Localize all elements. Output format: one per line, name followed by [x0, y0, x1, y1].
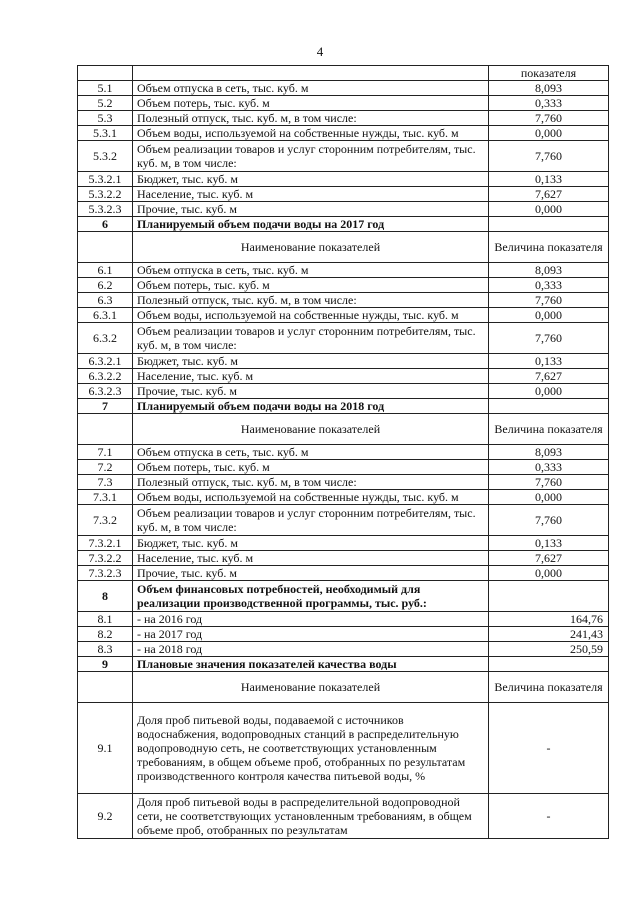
section-heading-row	[78, 581, 609, 612]
table-row	[78, 293, 609, 308]
table-row	[78, 354, 609, 369]
row-number: 9.2	[78, 794, 133, 839]
row-label: Прочие, тыс. куб. м	[133, 202, 489, 217]
row-value: 7,760	[489, 141, 609, 172]
section-number: 9	[78, 657, 133, 672]
table-row	[78, 126, 609, 141]
table-row	[78, 490, 609, 505]
row-number: 6.3.2.1	[78, 354, 133, 369]
row-value: 0,333	[489, 278, 609, 293]
row-value: 0,133	[489, 536, 609, 551]
row-value: 250,59	[489, 642, 609, 657]
row-value: 0,333	[489, 96, 609, 111]
table-row	[78, 445, 609, 460]
row-label: Объем воды, используемой на собственные нужды, тыс. куб. м	[133, 490, 489, 505]
table-row	[78, 187, 609, 202]
table-row	[78, 475, 609, 490]
table-row	[78, 505, 609, 536]
row-value: 8,093	[489, 445, 609, 460]
row-value: 241,43	[489, 627, 609, 642]
column-header-row	[78, 232, 609, 263]
row-label: Объем отпуска в сеть, тыс. куб. м	[133, 263, 489, 278]
table-row	[78, 96, 609, 111]
row-value: 0,333	[489, 460, 609, 475]
row-value: 7,627	[489, 369, 609, 384]
section-title: Планируемый объем подачи воды на 2018 год	[133, 399, 489, 414]
table-row	[78, 263, 609, 278]
column-header-value: Величина показателя	[489, 672, 609, 703]
row-value: 7,760	[489, 323, 609, 354]
section-heading-row	[78, 399, 609, 414]
column-header-row	[78, 414, 609, 445]
row-number: 7.2	[78, 460, 133, 475]
row-label: - на 2017 год	[133, 627, 489, 642]
row-label: - на 2016 год	[133, 612, 489, 627]
row-label: Полезный отпуск, тыс. куб. м, в том числе:	[133, 475, 489, 490]
column-header-name: Наименование показателей	[133, 672, 489, 703]
section-title: Планируемый объем подачи воды на 2017 год	[133, 217, 489, 232]
table-row	[78, 278, 609, 293]
row-value: 0,133	[489, 354, 609, 369]
indicators-table	[77, 65, 609, 839]
page-number: 4	[316, 44, 324, 59]
section-title: Объем финансовых потребностей, необходимый для реализации производственной программы, тыс. руб.:	[133, 581, 489, 612]
row-number: 5.3.2.2	[78, 187, 133, 202]
table-row	[78, 66, 609, 81]
table-row	[78, 369, 609, 384]
row-value: 0,000	[489, 490, 609, 505]
row-label: Полезный отпуск, тыс. куб. м, в том числе:	[133, 111, 489, 126]
row-value: 7,760	[489, 475, 609, 490]
table-row	[78, 202, 609, 217]
row-value: 0,133	[489, 172, 609, 187]
row-label: - на 2018 год	[133, 642, 489, 657]
row-value: 7,627	[489, 187, 609, 202]
row-label: Доля проб питьевой воды, подаваемой с источников водоснабжения, водопроводных станций в распределительную водопроводную сеть, не соответствующих установленным требованиям, в общем объеме проб, отобранных по результатам производственного контроля качества питьевой воды, %	[133, 703, 489, 794]
row-number: 5.1	[78, 81, 133, 96]
row-value: 0,000	[489, 202, 609, 217]
row-number: 8.3	[78, 642, 133, 657]
row-label: Бюджет, тыс. куб. м	[133, 536, 489, 551]
row-value: 7,627	[489, 551, 609, 566]
table-row	[78, 308, 609, 323]
row-value: 164,76	[489, 612, 609, 627]
table-row	[78, 384, 609, 399]
row-label: Объем отпуска в сеть, тыс. куб. м	[133, 445, 489, 460]
table-row	[78, 642, 609, 657]
row-number: 6.1	[78, 263, 133, 278]
row-number: 5.3.2.3	[78, 202, 133, 217]
row-number: 6.3.2.3	[78, 384, 133, 399]
row-label: Бюджет, тыс. куб. м	[133, 354, 489, 369]
row-label: Объем потерь, тыс. куб. м	[133, 460, 489, 475]
row-label: Население, тыс. куб. м	[133, 551, 489, 566]
section-number: 7	[78, 399, 133, 414]
table-row	[78, 627, 609, 642]
row-number: 8.1	[78, 612, 133, 627]
table-row	[78, 81, 609, 96]
table-row	[78, 323, 609, 354]
row-number: 6.2	[78, 278, 133, 293]
section-number: 8	[78, 581, 133, 612]
table-row	[78, 172, 609, 187]
row-number: 5.3.1	[78, 126, 133, 141]
table-row	[78, 551, 609, 566]
row-number: 8.2	[78, 627, 133, 642]
row-value: 0,000	[489, 566, 609, 581]
column-header-value: Величина показателя	[489, 232, 609, 263]
row-label: Объем воды, используемой на собственные нужды, тыс. куб. м	[133, 308, 489, 323]
row-value: 8,093	[489, 81, 609, 96]
row-value: 0,000	[489, 384, 609, 399]
column-header-row	[78, 672, 609, 703]
row-number: 5.2	[78, 96, 133, 111]
section-heading-row	[78, 657, 609, 672]
row-label: Объем реализации товаров и услуг сторонним потребителям, тыс. куб. м, в том числе:	[133, 505, 489, 536]
row-value: -	[489, 703, 609, 794]
section-title: Плановые значения показателей качества воды	[133, 657, 489, 672]
table-row	[78, 566, 609, 581]
row-number: 7.3.1	[78, 490, 133, 505]
row-value: 8,093	[489, 263, 609, 278]
row-value: 7,760	[489, 293, 609, 308]
row-label: Полезный отпуск, тыс. куб. м, в том числе:	[133, 293, 489, 308]
row-label: Объем потерь, тыс. куб. м	[133, 278, 489, 293]
table-row	[78, 794, 609, 839]
row-number: 7.3.2.1	[78, 536, 133, 551]
row-label: Прочие, тыс. куб. м	[133, 384, 489, 399]
row-number: 6.3.1	[78, 308, 133, 323]
row-label: Население, тыс. куб. м	[133, 187, 489, 202]
row-label: Доля проб питьевой воды в распределительной водопроводной сети, не соответствующих установленным требованиям, в общем объеме проб, отобранных по результатам	[133, 794, 489, 839]
section-number: 6	[78, 217, 133, 232]
row-label: Объем потерь, тыс. куб. м	[133, 96, 489, 111]
column-header-value: Величина показателя	[489, 414, 609, 445]
row-label: Объем отпуска в сеть, тыс. куб. м	[133, 81, 489, 96]
column-header-name: Наименование показателей	[133, 414, 489, 445]
row-label: Объем реализации товаров и услуг сторонним потребителям, тыс. куб. м, в том числе:	[133, 141, 489, 172]
row-label: Прочие, тыс. куб. м	[133, 566, 489, 581]
row-number: 5.3.2.1	[78, 172, 133, 187]
row-number: 6.3.2.2	[78, 369, 133, 384]
row-label: Население, тыс. куб. м	[133, 369, 489, 384]
row-value: 7,760	[489, 111, 609, 126]
column-header-name: Наименование показателей	[133, 232, 489, 263]
row-number: 7.3.2.2	[78, 551, 133, 566]
row-label: Объем воды, используемой на собственные нужды, тыс. куб. м	[133, 126, 489, 141]
row-number: 6.3.2	[78, 323, 133, 354]
table-row	[78, 536, 609, 551]
row-value: 0,000	[489, 126, 609, 141]
row-label: Бюджет, тыс. куб. м	[133, 172, 489, 187]
row-number: 7.3.2.3	[78, 566, 133, 581]
table-row	[78, 111, 609, 126]
table-row	[78, 703, 609, 794]
row-label: Объем реализации товаров и услуг сторонним потребителям, тыс. куб. м, в том числе:	[133, 323, 489, 354]
row-number: 6.3	[78, 293, 133, 308]
table-row	[78, 612, 609, 627]
row-number: 5.3.2	[78, 141, 133, 172]
table-row	[78, 460, 609, 475]
row-number: 9.1	[78, 703, 133, 794]
value-header: показателя	[489, 66, 609, 81]
row-number: 5.3	[78, 111, 133, 126]
row-number: 7.3	[78, 475, 133, 490]
row-number: 7.1	[78, 445, 133, 460]
row-value: 0,000	[489, 308, 609, 323]
row-value: 7,760	[489, 505, 609, 536]
section-heading-row	[78, 217, 609, 232]
row-value: -	[489, 794, 609, 839]
table-row	[78, 141, 609, 172]
row-number: 7.3.2	[78, 505, 133, 536]
